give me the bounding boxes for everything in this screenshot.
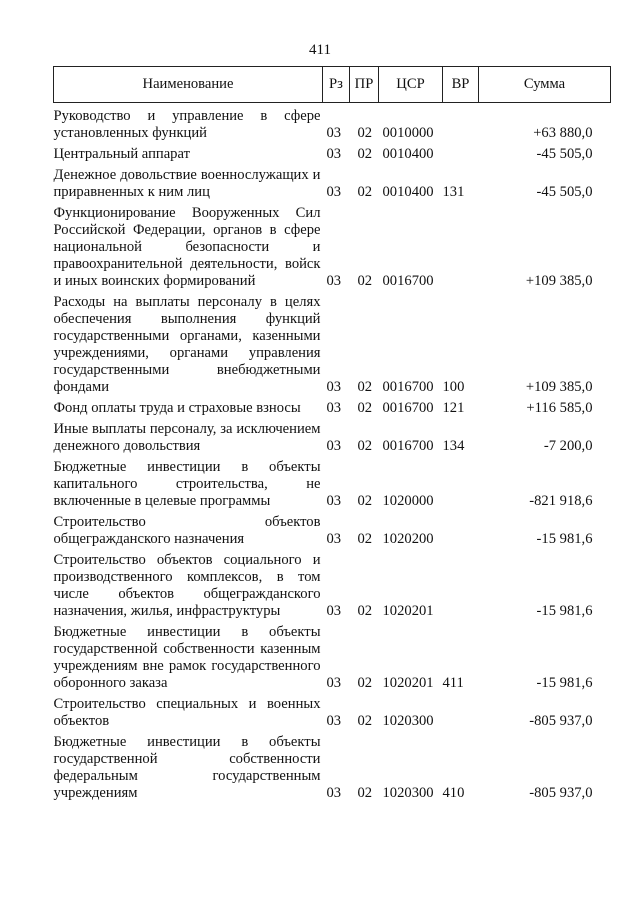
row-name: Строительство объектов общегражданского назначения [53,514,321,547]
row-rz: 03 [326,785,342,801]
row-sum: +109 385,0 [525,273,593,289]
row-name: Бюджетные инвестиции в объекты государственной собственности федеральным государственным учреждениям [53,734,321,801]
header-name: Наименование [54,67,323,103]
header-vr: ВР [443,67,479,103]
row-name: Расходы на выплаты персоналу в целях обеспечения выполнения функций государственными органами, казенными учреждениями, органами управления государственными внебюджетными фондами [53,294,321,395]
row-sum: -45 505,0 [536,146,593,162]
row-rz: 03 [326,379,342,395]
row-name: Функционирование Вооруженных Сил Российской Федерации, органов в сфере национальной безопасности и правоохранительной деятельности, войск и иных воинских формирований [53,205,321,289]
row-csr: 0016700 [382,273,434,289]
row-pr: 02 [357,493,373,509]
table-row [54,514,611,552]
row-pr: 02 [357,675,373,691]
row-csr: 0010000 [382,125,434,141]
row-sum: -15 981,6 [536,603,593,619]
row-csr: 1020201 [382,675,434,691]
row-pr: 02 [357,146,373,162]
row-sum: +63 880,0 [533,125,593,141]
row-pr: 02 [357,400,373,416]
row-rz: 03 [326,184,342,200]
row-csr: 0016700 [382,400,434,416]
table-body [54,103,611,807]
page-number: 411 [309,42,331,58]
row-vr [443,552,479,624]
row-csr: 0016700 [382,379,434,395]
row-rz: 03 [326,603,342,619]
header-pr: ПР [350,67,379,103]
table-header [54,67,611,103]
row-pr: 02 [357,713,373,729]
row-pr: 02 [357,531,373,547]
table-row [54,400,611,421]
table-row [54,624,611,696]
table-row [54,108,611,146]
row-rz: 03 [326,675,342,691]
row-sum: -45 505,0 [536,184,593,200]
header-rz: Рз [323,67,350,103]
row-pr: 02 [357,184,373,200]
row-rz: 03 [326,146,342,162]
row-sum: -821 918,6 [529,493,593,509]
table-row [54,294,611,400]
row-vr [443,696,479,734]
row-sum: +116 585,0 [526,400,593,416]
row-vr [443,205,479,294]
table-row [54,167,611,205]
table-row [54,205,611,294]
row-pr: 02 [357,438,373,454]
row-pr: 02 [357,125,373,141]
table-row [54,696,611,734]
header-sum: Сумма [479,67,611,103]
row-vr [443,108,479,146]
row-vr: 100 [442,379,465,395]
row-vr [443,146,479,167]
row-csr: 1020300 [382,785,434,801]
row-csr: 0010400 [382,184,434,200]
row-vr [443,459,479,514]
row-rz: 03 [326,713,342,729]
row-vr [443,514,479,552]
row-pr: 02 [357,785,373,801]
table-row [54,146,611,167]
row-name: Денежное довольствие военнослужащих и приравненных к ним лиц [53,167,321,200]
row-name: Бюджетные инвестиции в объекты капитального строительства, не включенные в целевые программы [53,459,321,509]
table-row [54,421,611,459]
row-csr: 1020300 [382,713,434,729]
row-sum: -805 937,0 [529,785,593,801]
row-sum: -15 981,6 [536,531,593,547]
header-csr: ЦСР [379,67,443,103]
row-name: Фонд оплаты труда и страховые взносы [53,400,301,416]
row-csr: 0010400 [382,146,434,162]
row-vr: 134 [442,438,465,454]
row-name: Иные выплаты персоналу, за исключением денежного довольствия [53,421,321,454]
row-rz: 03 [326,531,342,547]
row-name: Строительство специальных и военных объектов [53,696,321,729]
row-csr: 1020201 [382,603,434,619]
row-csr: 1020200 [382,531,434,547]
row-rz: 03 [326,493,342,509]
row-pr: 02 [357,603,373,619]
row-name: Руководство и управление в сфере установленных функций [53,108,321,141]
row-name: Бюджетные инвестиции в объекты государственной собственности казенным учреждениям вне рамок государственного оборонного заказа [53,624,321,691]
row-sum: +109 385,0 [525,379,593,395]
row-rz: 03 [326,273,342,289]
table-row [54,552,611,624]
row-csr: 0016700 [382,438,434,454]
row-name: Центральный аппарат [53,146,190,162]
row-vr: 411 [442,675,464,691]
row-sum: -15 981,6 [536,675,593,691]
row-sum: -7 200,0 [543,438,593,454]
row-pr: 02 [357,379,373,395]
table-row [54,459,611,514]
row-csr: 1020000 [382,493,434,509]
row-rz: 03 [326,438,342,454]
row-pr: 02 [357,273,373,289]
row-vr: 131 [442,184,465,200]
row-vr: 410 [442,785,465,801]
row-rz: 03 [326,400,342,416]
table-row [54,734,611,806]
row-rz: 03 [326,125,342,141]
row-vr: 121 [442,400,465,416]
row-sum: -805 937,0 [529,713,593,729]
budget-table [53,66,611,806]
row-name: Строительство объектов социального и производственного комплексов, в том числе объектов общегражданского назначения, жилья, инфраструктуры [53,552,321,619]
